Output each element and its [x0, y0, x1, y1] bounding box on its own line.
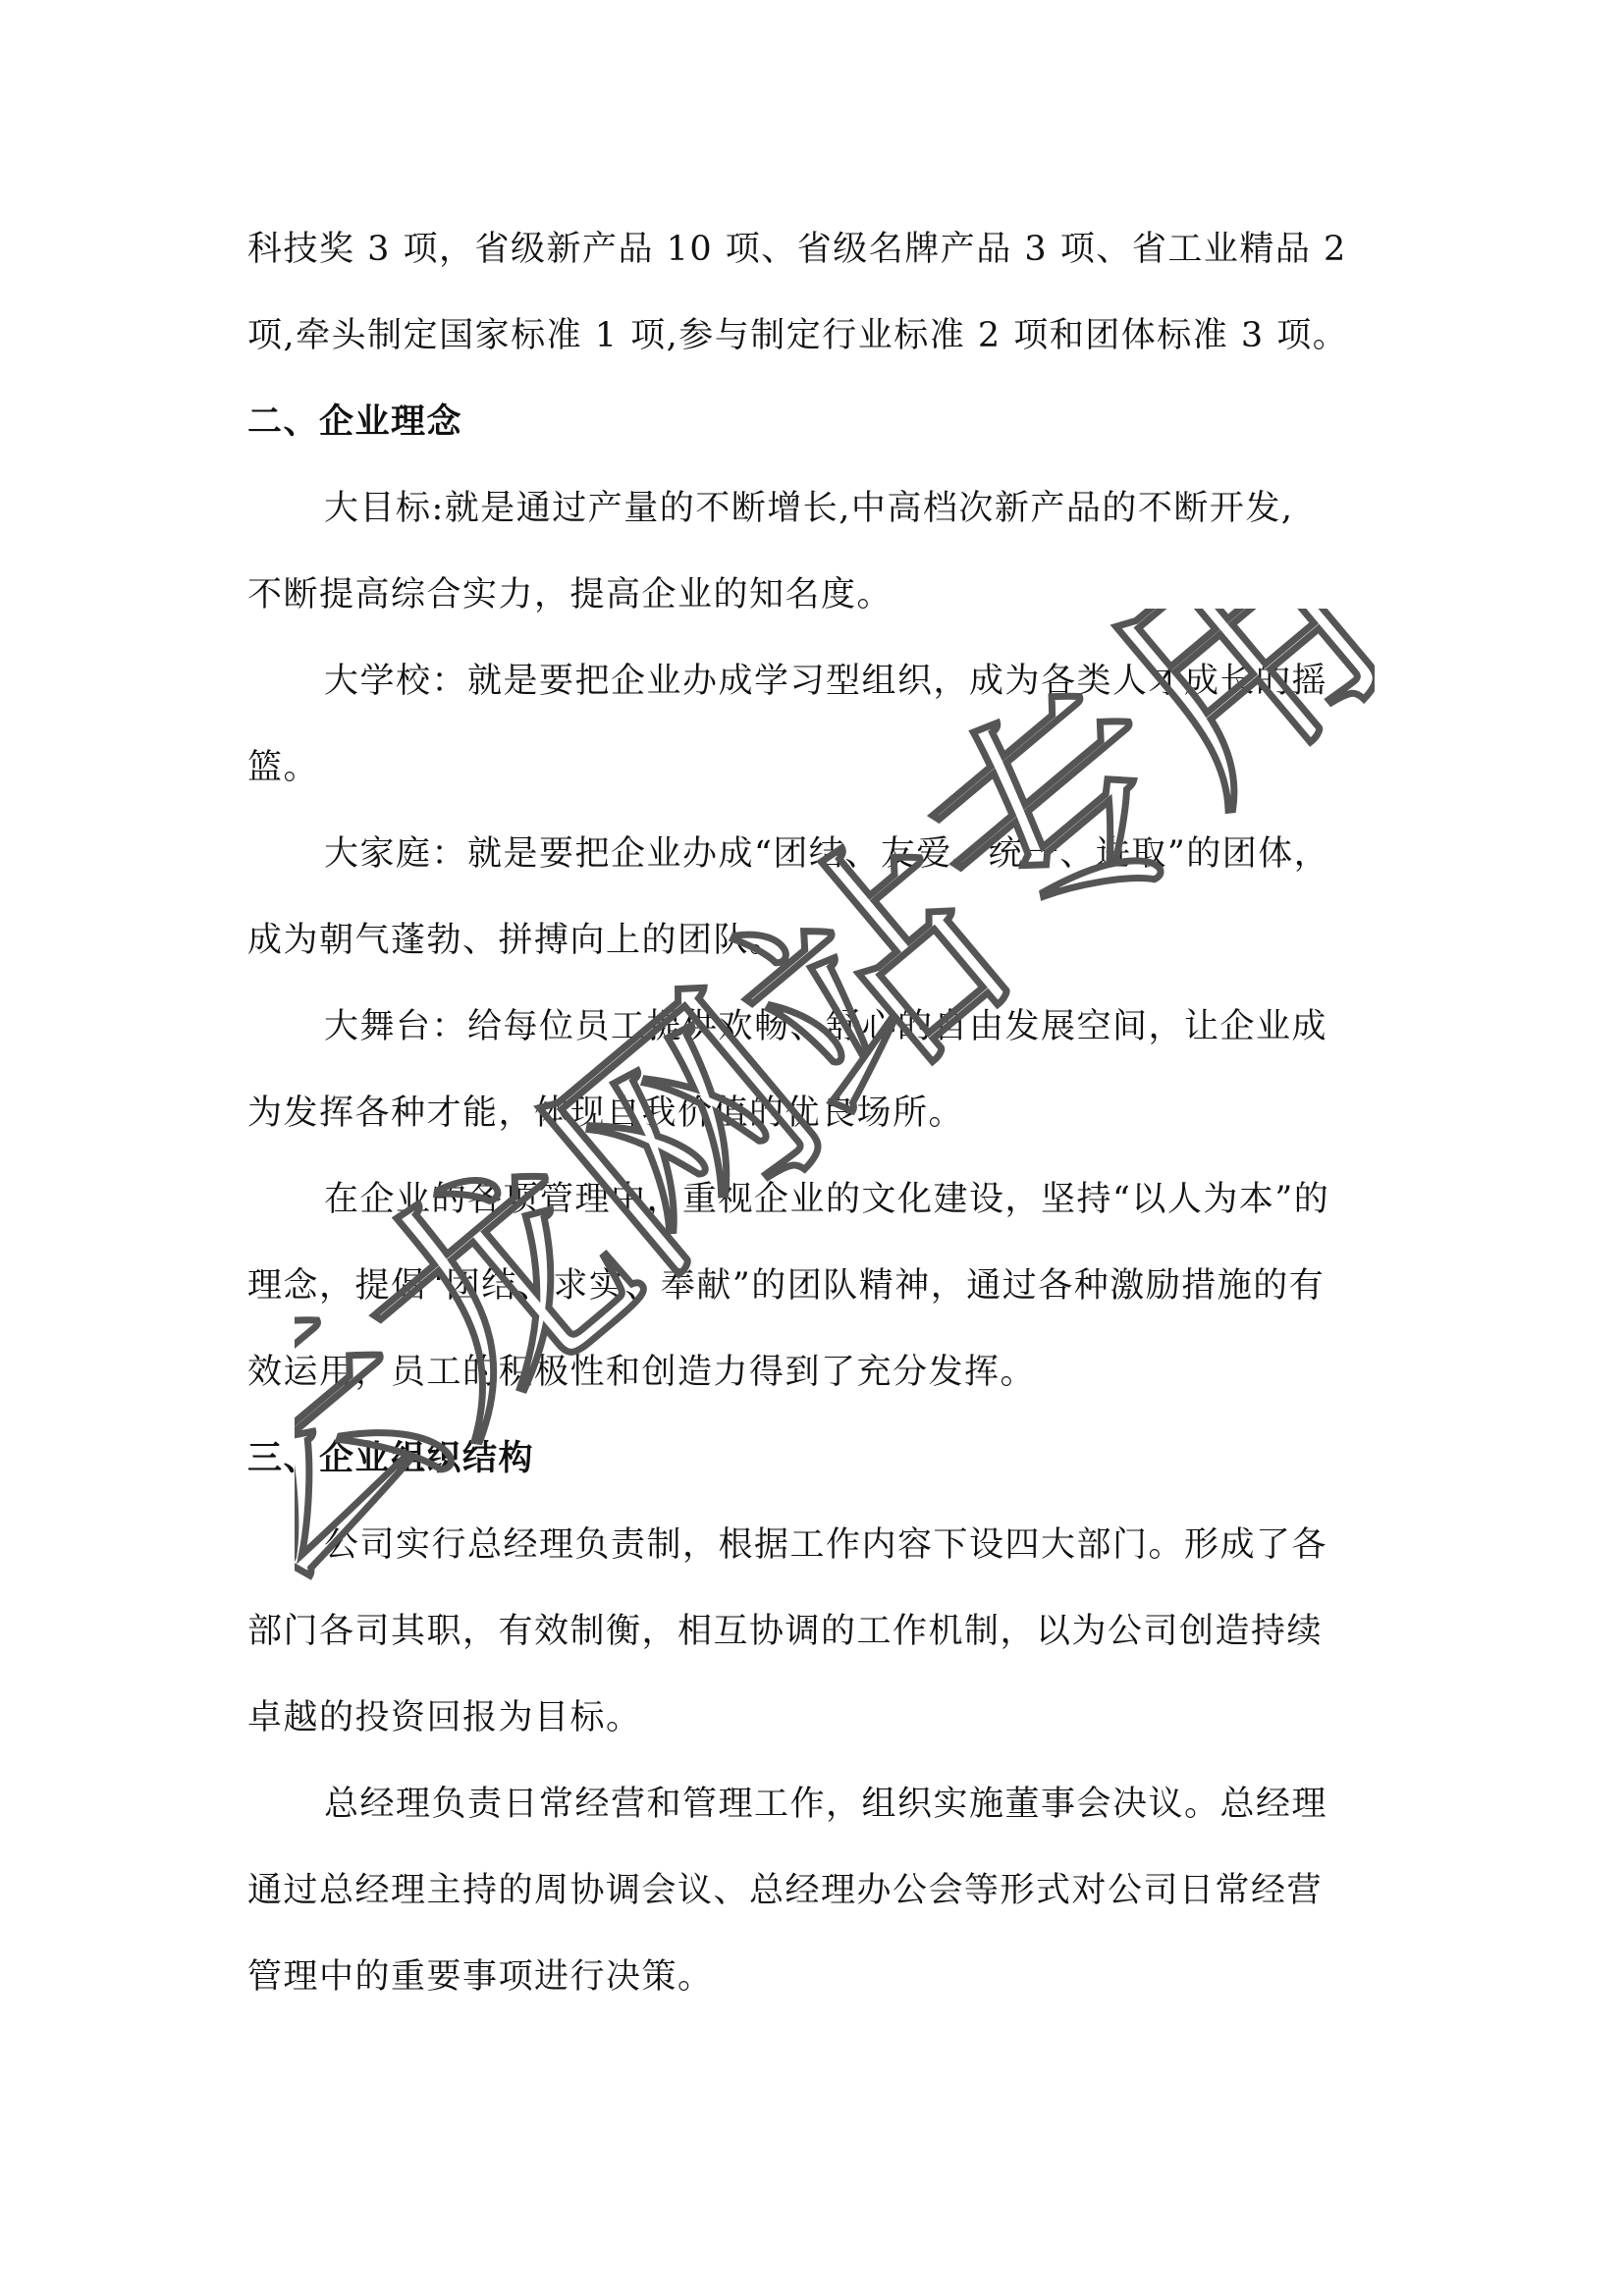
paragraph-line: 总经理负责日常经营和管理工作，组织实施董事会决议。总经理	[324, 1785, 1328, 1824]
section-heading: 二、企业理念	[247, 402, 463, 442]
paragraph-line: 成为朝气蓬勃、拼搏向上的团队。	[247, 921, 785, 960]
paragraph-line: 大舞台：给每位员工提供欢畅、舒心的自由发展空间，让企业成	[324, 1007, 1328, 1046]
paragraph-line: 公司实行总经理负责制，根据工作内容下设四大部门。形成了各	[324, 1525, 1328, 1565]
paragraph-line: 篮。	[247, 748, 320, 787]
paragraph-line: 科技奖 3 项，省级新产品 10 项、省级名牌产品 3 项、省工业精品 2	[247, 230, 1347, 269]
paragraph-line: 部门各司其职，有效制衡，相互协调的工作机制，以为公司创造持续	[247, 1612, 1324, 1651]
paragraph-line: 大家庭：就是要把企业办成“团结、友爱、统一、进取”的团体，	[324, 834, 1330, 874]
paragraph-line: 卓越的投资回报为目标。	[247, 1698, 642, 1737]
paragraph-line: 为发挥各种才能，体现自我价值的优良场所。	[247, 1094, 965, 1133]
paragraph-line: 大目标:就是通过产量的不断增长,中高档次新产品的不断开发,	[324, 489, 1294, 528]
paragraph-line: 项,牵头制定国家标准 1 项,参与制定行业标准 2 项和团体标准 3 项。	[247, 316, 1349, 355]
paragraph-line: 大学校：就是要把企业办成学习型组织，成为各类人才成长的摇	[324, 662, 1328, 701]
paragraph-line: 效运用，员工的积极性和创造力得到了充分发挥。	[247, 1353, 1037, 1392]
document-body	[247, 206, 1386, 2020]
watermark-text: 云龙网站专用	[295, 609, 1375, 1590]
section-heading: 三、企业组织结构	[247, 1439, 535, 1478]
paragraph-line: 管理中的重要事项进行决策。	[247, 1957, 714, 1997]
paragraph-line: 不断提高综合实力，提高企业的知名度。	[247, 575, 893, 614]
paragraph-line: 理念，提倡“团结、求实、奉献”的团队精神，通过各种激励措施的有	[247, 1266, 1326, 1306]
paragraph-line: 在企业的各项管理中，重视企业的文化建设，坚持“以人为本”的	[324, 1180, 1330, 1219]
paragraph-line: 通过总经理主持的周协调会议、总经理办公会等形式对公司日常经营	[247, 1871, 1324, 1910]
